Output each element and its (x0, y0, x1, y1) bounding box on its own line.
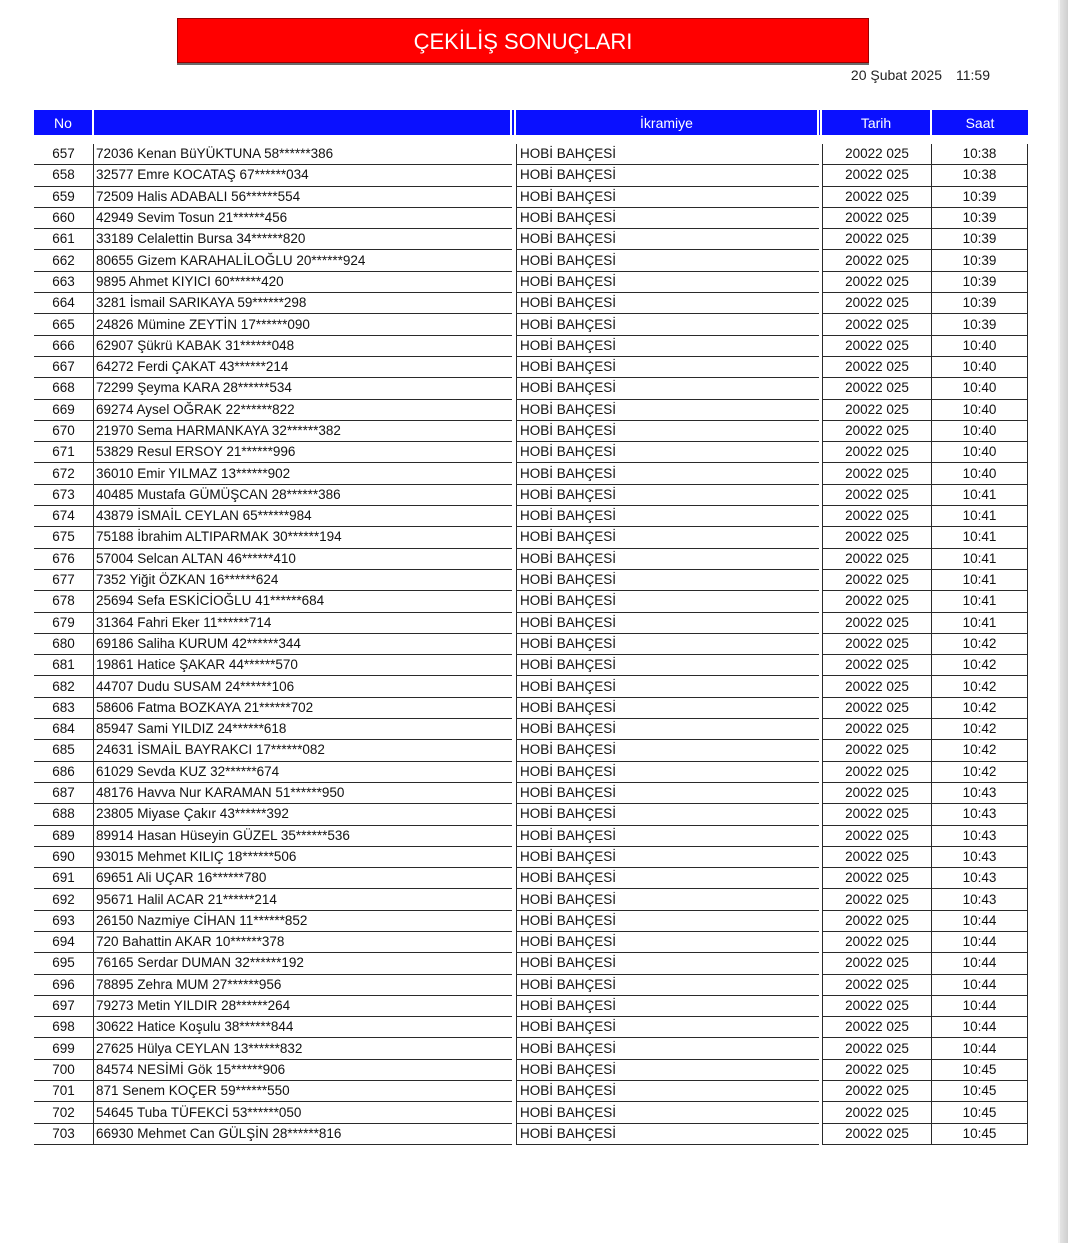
row-no: 689 (34, 826, 94, 847)
row-date: 20022 025 (822, 1081, 932, 1102)
row-name: 76165 Serdar DUMAN 32******192 (94, 953, 512, 974)
row-date: 20022 025 (822, 442, 932, 463)
row-name: 75188 İbrahim ALTIPARMAK 30******194 (94, 527, 512, 548)
row-time: 10:43 (932, 847, 1028, 868)
row-prize: HOBİ BAHÇESİ (516, 804, 819, 825)
row-no: 657 (34, 144, 94, 165)
row-no: 675 (34, 527, 94, 548)
row-no: 682 (34, 676, 94, 697)
table-row (34, 698, 1028, 719)
row-time: 10:40 (932, 357, 1028, 378)
row-name: 72509 Halis ADABALI 56******554 (94, 187, 512, 208)
row-no: 702 (34, 1102, 94, 1123)
row-prize: HOBİ BAHÇESİ (516, 463, 819, 484)
row-prize: HOBİ BAHÇESİ (516, 932, 819, 953)
table-row (34, 996, 1028, 1017)
row-prize: HOBİ BAHÇESİ (516, 868, 819, 889)
row-name: 7352 Yiğit ÖZKAN 16******624 (94, 570, 512, 591)
results-body (34, 135, 1028, 1145)
row-time: 10:44 (932, 911, 1028, 932)
row-name: 80655 Gizem KARAHALİLOĞLU 20******924 (94, 250, 512, 271)
table-row (34, 953, 1028, 974)
table-row (34, 762, 1028, 783)
row-date: 20022 025 (822, 1124, 932, 1145)
row-prize: HOBİ BAHÇESİ (516, 975, 819, 996)
row-time: 10:40 (932, 442, 1028, 463)
table-row (34, 357, 1028, 378)
row-no: 668 (34, 378, 94, 399)
table-row (34, 293, 1028, 314)
row-name: 57004 Selcan ALTAN 46******410 (94, 549, 512, 570)
page-title: ÇEKİLİŞ SONUÇLARI (177, 18, 869, 63)
row-prize: HOBİ BAHÇESİ (516, 527, 819, 548)
row-no: 695 (34, 953, 94, 974)
table-row (34, 208, 1028, 229)
row-time: 10:40 (932, 378, 1028, 399)
row-date: 20022 025 (822, 1038, 932, 1059)
row-time: 10:41 (932, 613, 1028, 634)
row-date: 20022 025 (822, 719, 932, 740)
row-name: 3281 İsmail SARIKAYA 59******298 (94, 293, 512, 314)
table-row (34, 847, 1028, 868)
row-prize: HOBİ BAHÇESİ (516, 250, 819, 271)
row-no: 661 (34, 229, 94, 250)
row-name: 32577 Emre KOCATAŞ 67******034 (94, 165, 512, 186)
row-prize: HOBİ BAHÇESİ (516, 1017, 819, 1038)
row-time: 10:42 (932, 655, 1028, 676)
row-time: 10:42 (932, 762, 1028, 783)
row-prize: HOBİ BAHÇESİ (516, 783, 819, 804)
row-date: 20022 025 (822, 187, 932, 208)
row-no: 671 (34, 442, 94, 463)
table-row (34, 1102, 1028, 1123)
table-row (34, 144, 1028, 165)
row-date: 20022 025 (822, 463, 932, 484)
table-row (34, 272, 1028, 293)
row-time: 10:40 (932, 336, 1028, 357)
row-date: 20022 025 (822, 208, 932, 229)
table-row (34, 314, 1028, 335)
row-name: 31364 Fahri Eker 11******714 (94, 613, 512, 634)
row-prize: HOBİ BAHÇESİ (516, 740, 819, 761)
row-name: 69651 Ali UÇAR 16******780 (94, 868, 512, 889)
table-row (34, 463, 1028, 484)
row-no: 683 (34, 698, 94, 719)
row-date: 20022 025 (822, 229, 932, 250)
table-row (34, 975, 1028, 996)
row-time: 10:44 (932, 1038, 1028, 1059)
row-time: 10:39 (932, 314, 1028, 335)
row-name: 53829 Resul ERSOY 21******996 (94, 442, 512, 463)
row-no: 669 (34, 400, 94, 421)
row-date: 20022 025 (822, 485, 932, 506)
row-date: 20022 025 (822, 740, 932, 761)
row-name: 19861 Hatice ŞAKAR 44******570 (94, 655, 512, 676)
row-date: 20022 025 (822, 783, 932, 804)
row-date: 20022 025 (822, 655, 932, 676)
row-no: 670 (34, 421, 94, 442)
row-no: 701 (34, 1081, 94, 1102)
row-time: 10:38 (932, 165, 1028, 186)
report-datetime (780, 67, 990, 85)
row-date: 20022 025 (822, 932, 932, 953)
row-date: 20022 025 (822, 953, 932, 974)
row-time: 10:40 (932, 421, 1028, 442)
row-date: 20022 025 (822, 549, 932, 570)
table-row (34, 336, 1028, 357)
row-date: 20022 025 (822, 847, 932, 868)
row-no: 666 (34, 336, 94, 357)
row-name: 36010 Emir YILMAZ 13******902 (94, 463, 512, 484)
row-prize: HOBİ BAHÇESİ (516, 293, 819, 314)
row-no: 678 (34, 591, 94, 612)
row-no: 677 (34, 570, 94, 591)
table-row (34, 889, 1028, 910)
row-prize: HOBİ BAHÇESİ (516, 1060, 819, 1081)
row-date: 20022 025 (822, 762, 932, 783)
row-name: 30622 Hatice Koşulu 38******844 (94, 1017, 512, 1038)
row-prize: HOBİ BAHÇESİ (516, 698, 819, 719)
table-row (34, 527, 1028, 548)
row-date: 20022 025 (822, 826, 932, 847)
row-name: 66930 Mehmet Can GÜLŞİN 28******816 (94, 1124, 512, 1145)
row-name: 9895 Ahmet KIYICI 60******420 (94, 272, 512, 293)
row-name: 48176 Havva Nur KARAMAN 51******950 (94, 783, 512, 804)
table-row (34, 1017, 1028, 1038)
row-time: 10:42 (932, 676, 1028, 697)
row-no: 663 (34, 272, 94, 293)
row-no: 686 (34, 762, 94, 783)
table-row (34, 1060, 1028, 1081)
row-time: 10:45 (932, 1081, 1028, 1102)
row-name: 27625 Hülya CEYLAN 13******832 (94, 1038, 512, 1059)
row-no: 667 (34, 357, 94, 378)
row-time: 10:43 (932, 804, 1028, 825)
row-no: 676 (34, 549, 94, 570)
row-time: 10:45 (932, 1124, 1028, 1145)
row-time: 10:43 (932, 783, 1028, 804)
row-time: 10:44 (932, 975, 1028, 996)
row-no: 698 (34, 1017, 94, 1038)
row-time: 10:43 (932, 826, 1028, 847)
row-name: 42949 Sevim Tosun 21******456 (94, 208, 512, 229)
table-row (34, 591, 1028, 612)
row-date: 20022 025 (822, 804, 932, 825)
row-prize: HOBİ BAHÇESİ (516, 1124, 819, 1145)
table-row (34, 826, 1028, 847)
row-time: 10:42 (932, 719, 1028, 740)
row-prize: HOBİ BAHÇESİ (516, 762, 819, 783)
row-prize: HOBİ BAHÇESİ (516, 826, 819, 847)
row-no: 693 (34, 911, 94, 932)
row-no: 692 (34, 889, 94, 910)
row-prize: HOBİ BAHÇESİ (516, 570, 819, 591)
row-no: 680 (34, 634, 94, 655)
row-time: 10:44 (932, 953, 1028, 974)
row-prize: HOBİ BAHÇESİ (516, 911, 819, 932)
row-time: 10:39 (932, 272, 1028, 293)
row-no: 658 (34, 165, 94, 186)
row-no: 703 (34, 1124, 94, 1145)
table-row (34, 165, 1028, 186)
table-row (34, 868, 1028, 889)
row-time: 10:42 (932, 740, 1028, 761)
table-row (34, 400, 1028, 421)
row-time: 10:45 (932, 1102, 1028, 1123)
row-prize: HOBİ BAHÇESİ (516, 889, 819, 910)
row-prize: HOBİ BAHÇESİ (516, 378, 819, 399)
row-prize: HOBİ BAHÇESİ (516, 187, 819, 208)
row-prize: HOBİ BAHÇESİ (516, 847, 819, 868)
row-name: 40485 Mustafa GÜMÜŞCAN 28******386 (94, 485, 512, 506)
row-name: 61029 Sevda KUZ 32******674 (94, 762, 512, 783)
row-date: 20022 025 (822, 165, 932, 186)
table-row (34, 1081, 1028, 1102)
row-time: 10:42 (932, 698, 1028, 719)
row-prize: HOBİ BAHÇESİ (516, 442, 819, 463)
table-row (34, 549, 1028, 570)
row-name: 85947 Sami YILDIZ 24******618 (94, 719, 512, 740)
row-no: 674 (34, 506, 94, 527)
row-name: 62907 Şükrü KABAK 31******048 (94, 336, 512, 357)
header-prize: İkramiye (516, 110, 819, 135)
row-time: 10:39 (932, 187, 1028, 208)
row-date: 20022 025 (822, 889, 932, 910)
row-date: 20022 025 (822, 250, 932, 271)
row-name: 44707 Dudu SUSAM 24******106 (94, 676, 512, 697)
row-date: 20022 025 (822, 314, 932, 335)
row-time: 10:40 (932, 463, 1028, 484)
row-name: 95671 Halil ACAR 21******214 (94, 889, 512, 910)
row-name: 21970 Sema HARMANKAYA 32******382 (94, 421, 512, 442)
row-prize: HOBİ BAHÇESİ (516, 549, 819, 570)
row-prize: HOBİ BAHÇESİ (516, 719, 819, 740)
row-no: 672 (34, 463, 94, 484)
row-prize: HOBİ BAHÇESİ (516, 421, 819, 442)
row-name: 69274 Aysel OĞRAK 22******822 (94, 400, 512, 421)
table-row (34, 378, 1028, 399)
row-prize: HOBİ BAHÇESİ (516, 953, 819, 974)
table-row (34, 506, 1028, 527)
row-time: 10:41 (932, 549, 1028, 570)
row-no: 665 (34, 314, 94, 335)
table-row (34, 229, 1028, 250)
row-date: 20022 025 (822, 996, 932, 1017)
row-name: 79273 Metin YILDIR 28******264 (94, 996, 512, 1017)
row-prize: HOBİ BAHÇESİ (516, 485, 819, 506)
header-name (94, 110, 512, 135)
table-row (34, 485, 1028, 506)
row-no: 688 (34, 804, 94, 825)
row-prize: HOBİ BAHÇESİ (516, 165, 819, 186)
page-edge (1060, 0, 1068, 1243)
row-no: 700 (34, 1060, 94, 1081)
row-time: 10:45 (932, 1060, 1028, 1081)
row-no: 687 (34, 783, 94, 804)
row-time: 10:44 (932, 1017, 1028, 1038)
row-date: 20022 025 (822, 1060, 932, 1081)
row-date: 20022 025 (822, 357, 932, 378)
row-date: 20022 025 (822, 1017, 932, 1038)
row-date: 20022 025 (822, 336, 932, 357)
row-time: 10:44 (932, 996, 1028, 1017)
table-row (34, 655, 1028, 676)
row-prize: HOBİ BAHÇESİ (516, 357, 819, 378)
table-row (34, 740, 1028, 761)
row-name: 25694 Sefa ESKİCİOĞLU 41******684 (94, 591, 512, 612)
table-row (34, 676, 1028, 697)
row-no: 681 (34, 655, 94, 676)
row-no: 697 (34, 996, 94, 1017)
row-no: 662 (34, 250, 94, 271)
row-date: 20022 025 (822, 634, 932, 655)
row-time: 10:41 (932, 527, 1028, 548)
row-date: 20022 025 (822, 570, 932, 591)
row-time: 10:43 (932, 868, 1028, 889)
report-date: 20 Şubat 2025 (850, 67, 942, 83)
row-prize: HOBİ BAHÇESİ (516, 229, 819, 250)
row-name: 78895 Zehra MUM 27******956 (94, 975, 512, 996)
row-prize: HOBİ BAHÇESİ (516, 1081, 819, 1102)
row-time: 10:41 (932, 591, 1028, 612)
header-no: No (34, 110, 94, 135)
row-name: 58606 Fatma BOZKAYA 21******702 (94, 698, 512, 719)
row-prize: HOBİ BAHÇESİ (516, 634, 819, 655)
row-date: 20022 025 (822, 400, 932, 421)
row-no: 679 (34, 613, 94, 634)
row-name: 54645 Tuba TÜFEKCİ 53******050 (94, 1102, 512, 1123)
row-time: 10:41 (932, 485, 1028, 506)
results-table (34, 110, 1028, 1145)
table-row (34, 634, 1028, 655)
table-row (34, 1124, 1028, 1145)
row-prize: HOBİ BAHÇESİ (516, 676, 819, 697)
table-header (34, 110, 1028, 135)
row-prize: HOBİ BAHÇESİ (516, 208, 819, 229)
row-no: 673 (34, 485, 94, 506)
row-name: 84574 NESİMİ Gök 15******906 (94, 1060, 512, 1081)
table-row (34, 442, 1028, 463)
row-name: 24631 İSMAİL BAYRAKCI 17******082 (94, 740, 512, 761)
row-name: 64272 Ferdi ÇAKAT 43******214 (94, 357, 512, 378)
table-row (34, 783, 1028, 804)
row-date: 20022 025 (822, 868, 932, 889)
table-row (34, 613, 1028, 634)
row-prize: HOBİ BAHÇESİ (516, 506, 819, 527)
row-date: 20022 025 (822, 1102, 932, 1123)
table-row (34, 719, 1028, 740)
row-name: 871 Senem KOÇER 59******550 (94, 1081, 512, 1102)
row-no: 690 (34, 847, 94, 868)
row-time: 10:39 (932, 208, 1028, 229)
row-prize: HOBİ BAHÇESİ (516, 613, 819, 634)
row-name: 72036 Kenan BüYÜKTUNA 58******386 (94, 144, 512, 165)
header-time: Saat (932, 110, 1028, 135)
row-date: 20022 025 (822, 272, 932, 293)
table-row (34, 1038, 1028, 1059)
row-date: 20022 025 (822, 698, 932, 719)
row-prize: HOBİ BAHÇESİ (516, 1102, 819, 1123)
row-name: 720 Bahattin AKAR 10******378 (94, 932, 512, 953)
row-no: 694 (34, 932, 94, 953)
row-no: 685 (34, 740, 94, 761)
row-prize: HOBİ BAHÇESİ (516, 272, 819, 293)
row-prize: HOBİ BAHÇESİ (516, 144, 819, 165)
row-date: 20022 025 (822, 591, 932, 612)
table-row (34, 570, 1028, 591)
row-time: 10:44 (932, 932, 1028, 953)
row-prize: HOBİ BAHÇESİ (516, 1038, 819, 1059)
table-row (34, 911, 1028, 932)
row-time: 10:40 (932, 400, 1028, 421)
row-name: 89914 Hasan Hüseyin GÜZEL 35******536 (94, 826, 512, 847)
row-prize: HOBİ BAHÇESİ (516, 591, 819, 612)
row-date: 20022 025 (822, 293, 932, 314)
table-row (34, 421, 1028, 442)
table-row (34, 804, 1028, 825)
row-time: 10:41 (932, 506, 1028, 527)
row-name: 93015 Mehmet KILIÇ 18******506 (94, 847, 512, 868)
row-date: 20022 025 (822, 911, 932, 932)
row-prize: HOBİ BAHÇESİ (516, 336, 819, 357)
row-time: 10:41 (932, 570, 1028, 591)
row-time: 10:39 (932, 293, 1028, 314)
row-name: 43879 İSMAİL CEYLAN 65******984 (94, 506, 512, 527)
row-time: 10:39 (932, 250, 1028, 271)
row-date: 20022 025 (822, 527, 932, 548)
row-no: 691 (34, 868, 94, 889)
row-prize: HOBİ BAHÇESİ (516, 400, 819, 421)
row-name: 26150 Nazmiye CİHAN 11******852 (94, 911, 512, 932)
row-date: 20022 025 (822, 613, 932, 634)
row-date: 20022 025 (822, 506, 932, 527)
row-prize: HOBİ BAHÇESİ (516, 314, 819, 335)
row-name: 72299 Şeyma KARA 28******534 (94, 378, 512, 399)
row-time: 10:42 (932, 634, 1028, 655)
row-prize: HOBİ BAHÇESİ (516, 655, 819, 676)
row-date: 20022 025 (822, 421, 932, 442)
table-row (34, 187, 1028, 208)
table-row (34, 932, 1028, 953)
row-no: 699 (34, 1038, 94, 1059)
row-time: 10:38 (932, 144, 1028, 165)
row-no: 664 (34, 293, 94, 314)
row-date: 20022 025 (822, 144, 932, 165)
header-date: Tarih (822, 110, 932, 135)
row-no: 684 (34, 719, 94, 740)
row-no: 660 (34, 208, 94, 229)
row-name: 23805 Miyase Çakır 43******392 (94, 804, 512, 825)
row-date: 20022 025 (822, 676, 932, 697)
row-name: 24826 Mümine ZEYTİN 17******090 (94, 314, 512, 335)
row-date: 20022 025 (822, 975, 932, 996)
row-no: 696 (34, 975, 94, 996)
table-row (34, 250, 1028, 271)
row-time: 10:43 (932, 889, 1028, 910)
row-name: 69186 Saliha KURUM 42******344 (94, 634, 512, 655)
row-time: 10:39 (932, 229, 1028, 250)
row-name: 33189 Celalettin Bursa 34******820 (94, 229, 512, 250)
row-no: 659 (34, 187, 94, 208)
row-date: 20022 025 (822, 378, 932, 399)
report-time: 11:59 (956, 67, 990, 83)
row-prize: HOBİ BAHÇESİ (516, 996, 819, 1017)
